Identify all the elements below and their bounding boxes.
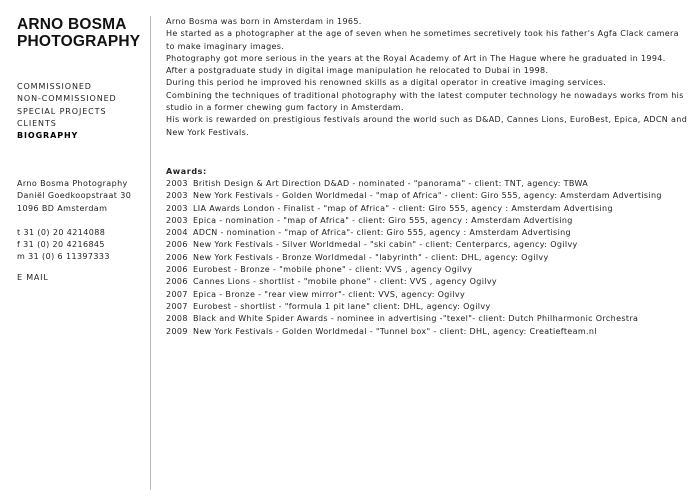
award-item — [166, 276, 688, 288]
award-year: 2007 — [166, 301, 188, 311]
bio-paragraph: Combining the techniques of traditional photography with the latest computer technology he nowadays works from his studio in a former chewing gum factory in Amsterdam. — [166, 90, 684, 113]
bio-paragraph: Arno Bosma was born in Amsterdam in 1965. — [166, 17, 362, 26]
nav-item-non-commissioned[interactable]: NON-COMMISSIONED — [17, 94, 117, 104]
email-link[interactable]: E MAIL — [17, 272, 49, 282]
award-year: 2007 — [166, 289, 188, 299]
award-text: Black and White Spider Awards - nominee in advertising -"texel"- client: Dutch Philharmonic Orchestra — [193, 314, 639, 324]
awards-heading: Awards: — [166, 166, 207, 176]
award-text: Epica - Bronze - "rear view mirror"- client: VVS, agency: Ogilvy — [193, 289, 466, 299]
bio-paragraph: After a postgraduate study in digital image manipulation he relocated to Dubai in 1998. — [166, 66, 549, 76]
brand-line-1: ARNO BOSMA — [17, 16, 127, 33]
award-item — [166, 264, 688, 276]
award-year: 2006 — [166, 277, 188, 287]
award-text: British Design & Art Direction D&AD - nominated - "panorama" - client: TNT, agency: TBWA — [193, 178, 589, 188]
award-item — [166, 289, 688, 301]
awards-list — [166, 178, 688, 338]
award-year: 2003 — [166, 215, 188, 225]
nav-item-special-projects[interactable]: SPECIAL PROJECTS — [17, 106, 107, 116]
column-divider — [150, 16, 151, 490]
nav-item-biography[interactable]: BIOGRAPHY — [17, 131, 79, 141]
award-year: 2003 — [166, 203, 188, 213]
biography-text — [166, 16, 688, 139]
award-item — [166, 252, 688, 264]
award-text: New York Festivals - Silver Worldmedal - "ski cabin" - client: Centerparcs, agency: Ogilvy — [193, 240, 578, 250]
award-text: New York Festivals - Golden Worldmedal - "map of Africa" - client: Giro 555, agency: Amsterdam Advertising — [193, 191, 662, 201]
award-year: 2009 — [166, 326, 188, 336]
contact-mobile: m 31 (0) 6 11397333 — [17, 252, 110, 262]
award-text: New York Festivals - Golden Worldmedal - "Tunnel box" - client: DHL, agency: Creatiefteam.nl — [193, 326, 597, 336]
contact-block — [17, 178, 131, 284]
award-year: 2004 — [166, 228, 188, 238]
brand-logo[interactable] — [17, 16, 152, 50]
award-item — [166, 227, 688, 239]
bio-paragraph: He started as a photographer at the age of seven when he sometimes secretively took his father's Agfa Clack camera to make imaginary images. — [166, 29, 679, 51]
brand-line-2: PHOTOGRAPHY — [17, 33, 141, 50]
award-item — [166, 178, 688, 190]
award-text: Eurobest - Bronze - "mobile phone" - client: VVS , agency Ogilvy — [193, 265, 473, 275]
award-item — [166, 301, 688, 313]
bio-paragraph: During this period he improved his renowned skills as a digital operator in creative imaging services. — [166, 78, 606, 88]
award-item — [166, 215, 688, 227]
main-nav — [17, 81, 117, 142]
award-year: 2008 — [166, 314, 188, 324]
contact-street: Daniël Goedkoopstraat 30 — [17, 191, 132, 201]
biography-content — [166, 16, 688, 338]
award-year: 2006 — [166, 240, 188, 250]
bio-paragraph: Photography got more serious in the years at the Royal Academy of Art in The Hague where he graduated in 1994. — [166, 53, 666, 63]
award-item — [166, 326, 688, 338]
award-item — [166, 190, 688, 202]
bio-paragraph: His work is rewarded on prestigious festivals around the world such as D&AD, Cannes Lions, EuroBest, Epica, ADCN and New York Festivals. — [166, 115, 688, 137]
award-text: LIA Awards London - Finalist - "map of Africa" - client: Giro 555, agency : Amsterdam Advertising — [193, 203, 613, 213]
contact-phone: t 31 (0) 20 4214088 — [17, 227, 106, 237]
contact-name: Arno Bosma Photography — [17, 179, 128, 188]
nav-item-commissioned[interactable]: COMMISSIONED — [17, 82, 92, 91]
contact-fax: f 31 (0) 20 4216845 — [17, 240, 105, 250]
left-column — [17, 16, 152, 282]
award-item — [166, 239, 688, 251]
award-text: Eurobest - shortlist - "formula 1 pit lane" client: DHL, agency: Ogilvy — [193, 301, 491, 311]
award-text: New York Festivals - Bronze Worldmedal - "labyrinth" - client: DHL, agency: Ogilvy — [193, 252, 549, 262]
award-year: 2006 — [166, 265, 188, 275]
contact-city: 1096 BD Amsterdam — [17, 203, 108, 213]
award-item — [166, 203, 688, 215]
award-year: 2003 — [166, 178, 188, 188]
award-text: Epica - nomination - "map of Africa" - client: Giro 555, agency : Amsterdam Advertising — [193, 215, 573, 225]
award-text: ADCN - nomination - "map of Africa"- client: Giro 555, agency : Amsterdam Advertising — [193, 228, 571, 238]
award-text: Cannes Lions - shortlist - "mobile phone" - client: VVS , agency Ogilvy — [193, 277, 498, 287]
award-item — [166, 313, 688, 325]
award-year: 2006 — [166, 252, 188, 262]
nav-item-clients[interactable]: CLIENTS — [17, 118, 57, 128]
award-year: 2003 — [166, 191, 188, 201]
